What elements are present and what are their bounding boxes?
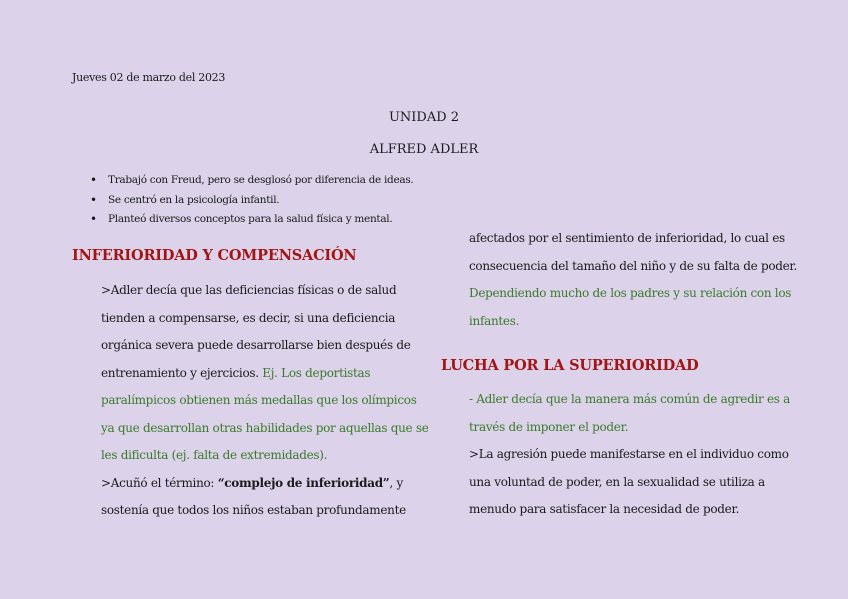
text-line: orgánica severa puede desarrollarse bien después de [101, 338, 411, 352]
text-line: menudo para satisfacer la necesidad de poder. [469, 502, 740, 516]
section-body-inferioridad [101, 277, 429, 525]
example-text: les dificulta (ej. falta de extremidades). [101, 448, 328, 462]
section-body-superioridad [469, 386, 799, 524]
text-line: >Adler decía que las deficiencias físicas o de salud [101, 283, 397, 297]
section-heading-inferioridad: INFERIORIDAD Y COMPENSACIÓN [72, 247, 357, 264]
text-line: afectados por el sentimiento de inferioridad, lo cual es [469, 231, 785, 245]
example-text: Ej. Los deportistas [262, 365, 371, 380]
list-item: • Planteó diversos conceptos para la salud física y mental. [90, 212, 413, 232]
list-item: • Se centró en la psicología infantil. [90, 193, 413, 213]
text-line: sostenía que todos los niños estaban profundamente [101, 503, 406, 517]
document-subtitle: ALFRED ADLER [369, 142, 479, 157]
text-run: entrenamiento y ejercicios. [101, 365, 259, 380]
document-date: Jueves 02 de marzo del 2023 [72, 71, 226, 84]
example-text: - Adler decía que la manera más común de agredir es a [469, 392, 790, 406]
example-text: ya que desarrollan otras habilidades por aquellas que se [101, 420, 429, 435]
section-heading-superioridad: LUCHA POR LA SUPERIORIDAD [441, 357, 699, 374]
section-body-continued [469, 225, 799, 335]
text-line: tienden a compensarse, es decir, si una deficiencia [101, 310, 396, 325]
example-text: paralímpicos obtienen más medallas que los olímpicos [101, 393, 417, 407]
example-text: infantes. [469, 313, 520, 328]
text-line [101, 470, 421, 498]
list-item: • Trabajó con Freud, pero se desglosó por diferencia de ideas. [90, 173, 413, 193]
bullet-list [90, 173, 413, 232]
text-line: >La agresión puede manifestarse en el individuo como [469, 447, 789, 461]
text-run: , y [389, 475, 403, 490]
text-line: una voluntad de poder, en la sexualidad se utiliza a [469, 474, 765, 489]
text-line [101, 360, 421, 388]
text-line: consecuencia del tamaño del niño y de su falta de poder. [469, 258, 798, 273]
example-text: través de imponer el poder. [469, 419, 629, 434]
example-text: Dependiendo mucho de los padres y su relación con los [469, 286, 792, 300]
document-title: UNIDAD 2 [388, 110, 460, 125]
bold-term: “complejo de inferioridad” [217, 475, 390, 490]
text-run: >Acuñó el término: [101, 475, 218, 490]
